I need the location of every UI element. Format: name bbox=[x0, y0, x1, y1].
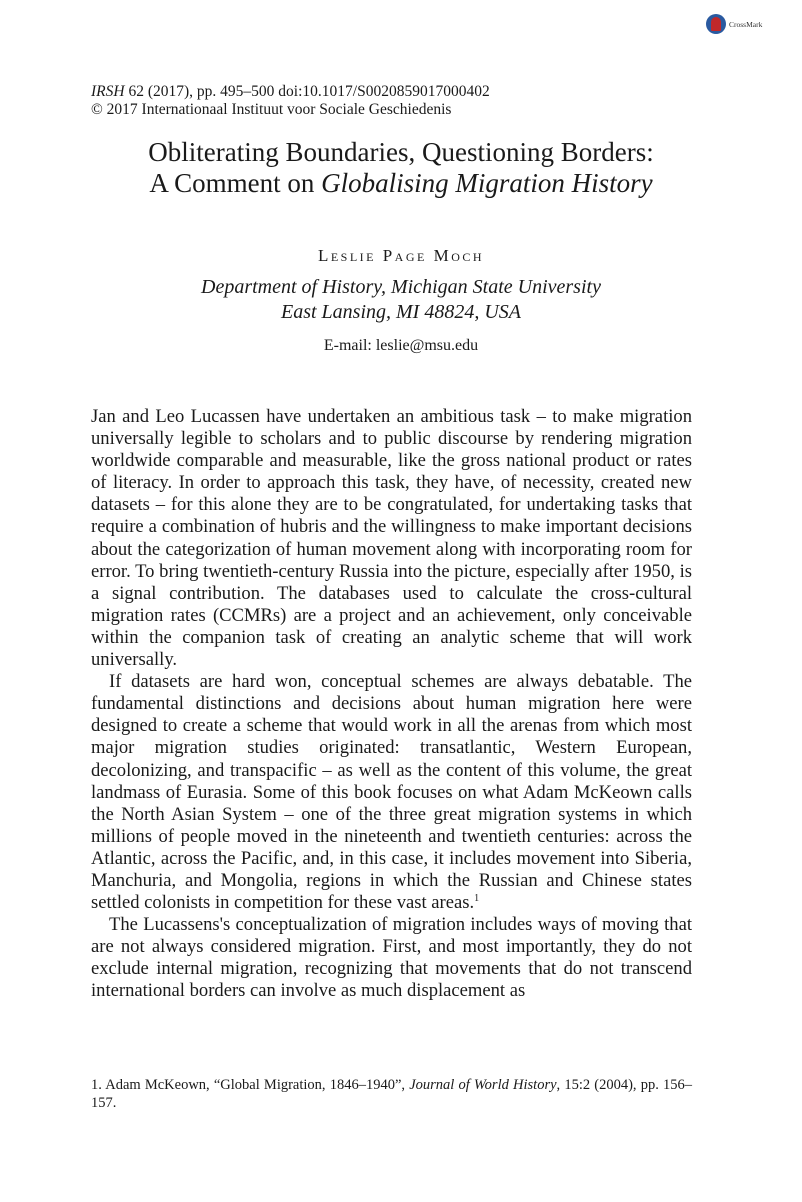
title-prefix: A Comment on bbox=[149, 168, 322, 198]
paragraph-3: The Lucassens's conceptualization of migration includes ways of moving that are not always considered migration. First, and most importantly, they do not exclude internal migration, recognizing that movements that do not transcend international borders can involve as much displacement as bbox=[91, 914, 692, 1002]
author-name: Leslie Page Moch bbox=[317, 246, 485, 265]
crossmark-icon bbox=[706, 14, 726, 34]
location: East Lansing, MI 48824, USA bbox=[281, 301, 521, 323]
department: Department of History, Michigan State University bbox=[201, 276, 601, 298]
footnote-suffix: , 15:2 (2004), pp. 156–157. bbox=[91, 1077, 693, 1111]
footnote-prefix: 1. Adam McKeown, “Global Migration, 1846–1940”, bbox=[91, 1077, 410, 1093]
title-book-name: Globalising Migration History bbox=[321, 168, 653, 198]
article-title bbox=[0, 137, 802, 199]
title-line-1: Obliterating Boundaries, Questioning Borders: bbox=[148, 137, 654, 167]
footnote-1 bbox=[91, 1076, 692, 1112]
journal-abbr: IRSH bbox=[91, 83, 125, 100]
paragraph-2 bbox=[91, 671, 692, 914]
author-email[interactable]: E-mail: leslie@msu.edu bbox=[323, 337, 479, 354]
article-body bbox=[91, 406, 692, 1003]
citation-text[interactable]: 62 (2017), pp. 495–500 doi:10.1017/S0020859017000402 bbox=[124, 83, 490, 100]
crossmark-label: CrossMark bbox=[729, 19, 763, 29]
journal-header bbox=[91, 83, 490, 119]
paragraph-2-text: If datasets are hard won, conceptual schemes are always debatable. The fundamental distinctions and decisions about human migration here were designed to create a scheme that would work in all the arenas from which most major migration studies originated: transatlantic, Western European, decolonizing, and transpacific – as well as the content of this volume, the great landmass of Eurasia. Some of this book focuses on what Adam McKeown calls the North Asian System – one of the three great migration systems in which millions of people moved in the nineteenth and twentieth centuries: across the Atlantic, across the Pacific, and, in this case, it includes movement into Siberia, Manchuria, and Mongolia, regions in which the Russian and Chinese states settled colonists in competition for these vast areas. bbox=[91, 671, 692, 914]
citation-line bbox=[91, 83, 490, 101]
footnote-journal: Journal of World History bbox=[409, 1077, 557, 1093]
author-affiliation bbox=[0, 275, 802, 325]
footnote-ref[interactable]: 1 bbox=[474, 892, 480, 904]
paragraph-1: Jan and Leo Lucassen have undertaken an ambitious task – to make migration universally legible to scholars and to public discourse by rendering migration worldwide comparable and measurable, like the gross national product or rates of literacy. In order to approach this task, they have, of necessity, created new datasets – for this alone they are to be congratulated, for undertaking tasks that require a combination of hubris and the willingness to make important decisions about the categorization of human movement along with incorporating room for error. To bring twentieth-century Russia into the picture, especially after 1950, is a signal contribution. The databases used to calculate the cross-cultural migration rates (CCMRs) are a project and an achievement, only conceivable within the companion task of creating an analytic scheme that will work universally. bbox=[91, 406, 692, 671]
copyright-line: © 2017 Internationaal Instituut voor Sociale Geschiedenis bbox=[91, 101, 452, 118]
crossmark-badge[interactable] bbox=[706, 14, 762, 34]
title-line-2 bbox=[0, 168, 802, 199]
